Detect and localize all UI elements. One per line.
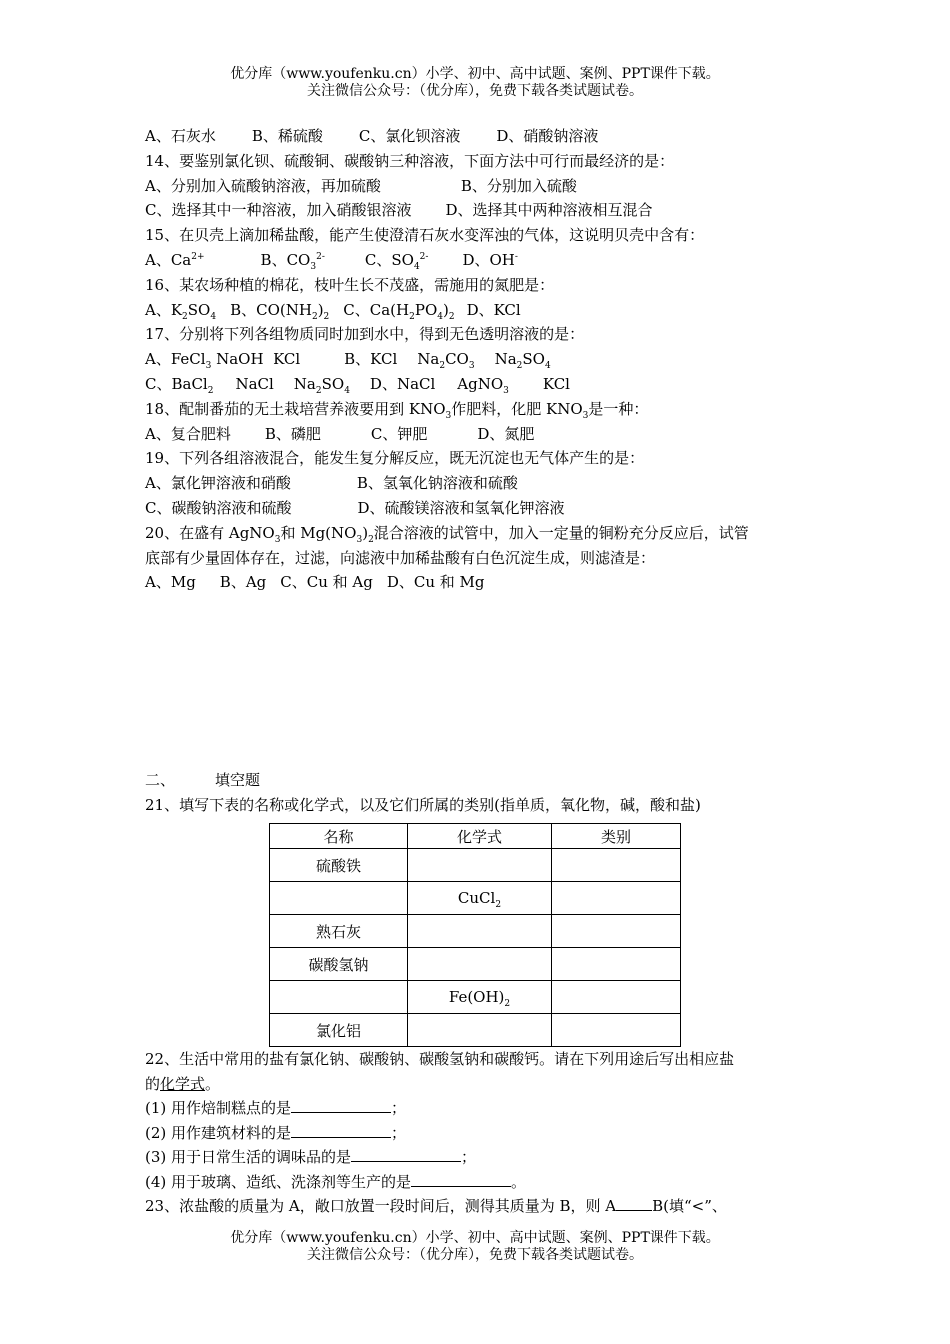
q16-option-c: C、$Ca(H_2PO_4)_2$	[343, 300, 455, 322]
q18-option-a: A、复合肥料	[145, 424, 231, 443]
q20-option-d: D、Cu 和 Mg	[386, 573, 485, 592]
table-row	[270, 849, 681, 882]
cell-name[interactable]	[270, 981, 408, 1014]
q18-option-d: D、氮肥	[477, 424, 535, 443]
cell-formula[interactable]	[408, 948, 552, 981]
footer-line-1: 优分库（www.youfenku.cn）小学、初中、高中试题、案例、PPT课件下载。	[230, 1230, 720, 1246]
q17-stem: 17、分别将下列各组物质同时加到水中，得到无色透明溶液的是：	[145, 325, 585, 344]
q15-option-d: D、OH-	[462, 250, 518, 269]
q13-options	[145, 124, 813, 149]
section-number: 二、	[145, 771, 176, 790]
q22-item-2: (2) 用作建筑材料的是 ；	[145, 1123, 407, 1142]
answer-blank[interactable]	[616, 1196, 652, 1211]
cell-category[interactable]	[552, 981, 681, 1014]
footer-line-2: 关注微信公众号：（优分库），免费下载各类试题试卷。	[307, 1247, 643, 1263]
cell-name[interactable]: 氯化铝	[270, 1014, 408, 1047]
q17-option-d: D、NaCl AgNO$_3$ KCl	[369, 374, 570, 396]
answer-blank[interactable]	[351, 1147, 461, 1162]
q17-options-cd	[145, 372, 813, 397]
fill-in-questions	[145, 1047, 813, 1219]
q21-stem: 21、填写下表的名称或化学式，以及它们所属的类别(指单质，氧化物，碱，酸和盐)	[145, 795, 701, 814]
q19-option-d: D、硫酸镁溶液和氢氧化钾溶液	[357, 498, 565, 517]
q22-item-3: (3) 用于日常生活的调味品的是 ；	[145, 1148, 477, 1166]
q15-option-a: A、$Ca^{2+}$	[145, 250, 205, 269]
q17-option-b: B、KCl $Na_2CO_3$ $Na_2SO_4$	[344, 350, 551, 372]
cell-category[interactable]	[552, 1014, 681, 1047]
q18-option-c: C、钾肥	[370, 424, 428, 443]
cell-category[interactable]	[552, 948, 681, 981]
column-header-formula: 化学式	[408, 824, 552, 849]
cell-name[interactable]: 碳酸氢钠	[270, 948, 408, 981]
q14-options-ab	[145, 174, 813, 199]
q16-option-d: D、KCl	[466, 300, 521, 319]
cell-formula[interactable]	[408, 1014, 552, 1047]
table-row	[270, 1014, 681, 1047]
cell-formula[interactable]	[408, 849, 552, 882]
q20-stem-line-1: 20、在盛有 AgNO$_3$和 $Mg(NO_3)_2$混合溶液的试管中，加入一定量的铜粉充分反应后，试管	[145, 523, 749, 545]
q14-options-cd	[145, 198, 813, 223]
underlined-term: 化学式	[160, 1074, 206, 1093]
column-header-category: 类别	[552, 824, 681, 849]
q17-options-ab	[145, 347, 813, 372]
q16-options	[145, 298, 813, 323]
cell-formula[interactable]: $Fe(OH)_2$	[408, 981, 552, 1014]
q19-option-a: A、氯化钾溶液和硝酸	[145, 474, 291, 493]
cell-name[interactable]: 熟石灰	[270, 915, 408, 948]
q15-options	[145, 248, 813, 273]
q13-option-c: C、氯化钡溶液	[358, 127, 461, 145]
table-row	[270, 915, 681, 948]
q13-option-d: D、硝酸钠溶液	[496, 127, 599, 145]
q22-item-4: (4) 用于玻璃、造纸、洗涤剂等生产的是 。	[145, 1172, 527, 1191]
q19-option-c: C、碳酸钠溶液和硫酸	[145, 498, 292, 517]
q22-stem-line-2: 的化学式。	[145, 1074, 221, 1093]
q18-stem: 18、配制番茄的无土栽培营养液要用到 $KNO_3$作肥料，化肥 $KNO_3$是一种：	[145, 399, 649, 421]
header-line-2: 关注微信公众号：（优分库），免费下载各类试题试卷。	[307, 83, 643, 99]
answer-blank[interactable]	[291, 1123, 391, 1138]
q22-stem-line-1: 22、生活中常用的盐有氯化钠、碳酸钠、碳酸氢钠和碳酸钙。请在下列用途后写出相应盐	[145, 1050, 735, 1068]
q20-options	[145, 570, 813, 595]
cell-name[interactable]: 硫酸铁	[270, 849, 408, 882]
q23-stem: 23、浓盐酸的质量为 A，敞口放置一段时间后，测得其质量为 B，则 A B(填“<”、	[145, 1197, 727, 1215]
cell-name[interactable]	[270, 882, 408, 915]
q17-option-c: C、BaCl$_2$ NaCl $Na_2SO_4$	[145, 374, 350, 396]
cell-formula[interactable]: CuCl$_2$	[408, 882, 552, 915]
q18-options	[145, 422, 813, 447]
q19-options-ab	[145, 471, 813, 496]
q19-option-b: B、氢氧化钠溶液和硫酸	[356, 474, 518, 493]
q22-item-1: (1) 用作焙制糕点的是 ；	[145, 1099, 407, 1117]
q19-options-cd	[145, 496, 813, 521]
table-row	[270, 948, 681, 981]
q20-option-a: A、Mg	[145, 573, 196, 592]
q14-option-d: D、选择其中两种溶液相互混合	[445, 201, 653, 220]
q20-stem-line-2: 底部有少量固体存在，过滤，向滤液中加稀盐酸有白色沉淀生成，则滤渣是：	[145, 548, 656, 567]
column-header-name: 名称	[270, 824, 408, 849]
header-line-1: 优分库（www.youfenku.cn）小学、初中、高中试题、案例、PPT课件下载。	[230, 66, 720, 82]
q16-stem: 16、某农场种植的棉花，枝叶生长不茂盛，需施用的氮肥是：	[145, 275, 555, 294]
q13-option-b: B、稀硫酸	[251, 127, 323, 145]
section-2-heading	[145, 768, 813, 793]
answer-blank[interactable]	[411, 1172, 511, 1187]
answer-blank[interactable]	[291, 1098, 391, 1113]
q15-option-c: C、$SO_4^{2-}$	[364, 250, 429, 272]
table-header-row	[270, 824, 681, 849]
q14-option-a: A、分别加入硫酸钠溶液，再加硫酸	[145, 176, 381, 195]
page-header	[0, 66, 950, 100]
q19-stem: 19、下列各组溶液混合，能发生复分解反应，既无沉淀也无气体产生的是：	[145, 449, 645, 468]
section-title: 填空题	[215, 771, 261, 790]
q13-option-a: A、石灰水	[145, 127, 216, 145]
q14-option-b: B、分别加入硫酸	[460, 176, 577, 195]
q17-option-a: A、FeCl$_3$ NaOH KCl	[145, 350, 301, 372]
cell-formula[interactable]	[408, 915, 552, 948]
cell-category[interactable]	[552, 849, 681, 882]
q20-option-c: C、Cu 和 Ag	[280, 573, 373, 592]
q15-stem: 15、在贝壳上滴加稀盐酸，能产生使澄清石灰水变浑浊的气体，这说明贝壳中含有：	[145, 226, 705, 245]
q21-table	[269, 823, 681, 1047]
cell-category[interactable]	[552, 882, 681, 915]
q16-option-b: B、$CO(NH_2)_2$	[230, 300, 330, 322]
q14-option-c: C、选择其中一种溶液，加入硝酸银溶液	[145, 201, 412, 220]
q15-option-b: B、$CO_3^{2-}$	[260, 250, 325, 272]
q20-option-b: B、Ag	[219, 573, 267, 592]
q14-stem: 14、要鉴别氯化钡、硫酸铜、碳酸钠三种溶液，下面方法中可行而最经济的是：	[145, 151, 675, 170]
table-row	[270, 882, 681, 915]
table-row	[270, 981, 681, 1014]
question-body	[145, 124, 813, 818]
q18-option-b: B、磷肥	[264, 424, 321, 443]
page-footer	[0, 1230, 950, 1264]
cell-category[interactable]	[552, 915, 681, 948]
q16-option-a: A、$K_2SO_4$	[145, 300, 217, 322]
